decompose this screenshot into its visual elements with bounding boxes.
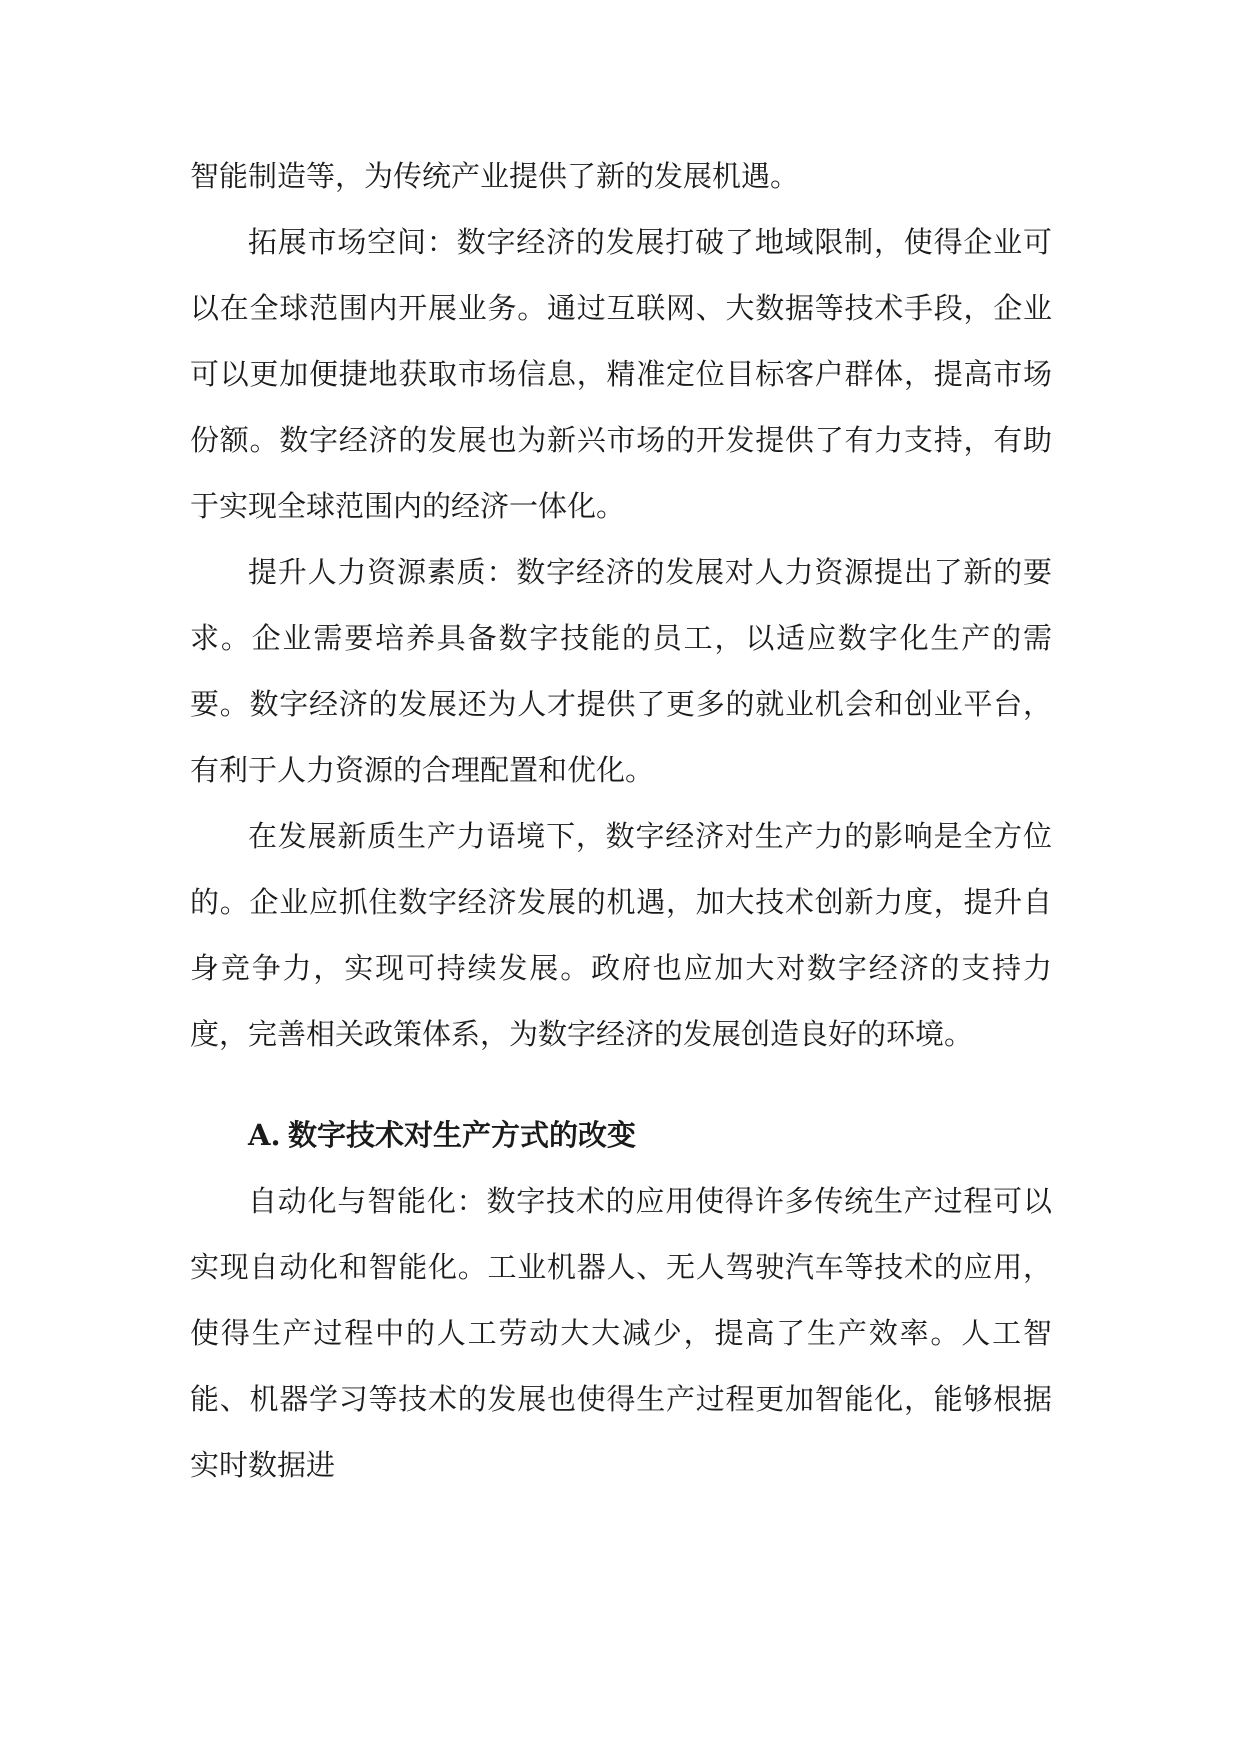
section-heading [190, 1102, 1052, 1168]
section-heading-number: A. [248, 1118, 281, 1152]
paragraph-market-space: 拓展市场空间：数字经济的发展打破了地域限制，使得企业可以在全球范围内开展业务。通过互联网、大数据等技术手段，企业可以更加便捷地获取市场信息，精准定位目标客户群体，提高市场份额。数字经济的发展也为新兴市场的开发提供了有力支持，有助于实现全球范围内的经济一体化。 [190, 225, 1052, 523]
document-body [190, 143, 1052, 1498]
paragraph-human-resources: 提升人力资源素质：数字经济的发展对人力资源提出了新的要求。企业需要培养具备数字技能的员工，以适应数字化生产的需要。数字经济的发展还为人才提供了更多的就业机会和创业平台，有利于人力资源的合理配置和优化。 [190, 555, 1052, 787]
section-heading-title: 数字技术对生产方式的改变 [288, 1118, 637, 1152]
paragraph-automation: 自动化与智能化：数字技术的应用使得许多传统生产过程可以实现自动化和智能化。工业机器人、无人驾驶汽车等技术的应用，使得生产过程中的人工劳动大大减少，提高了生产效率。人工智能、机器学习等技术的发展也使得生产过程更加智能化，能够根据实时数据进 [190, 1184, 1052, 1482]
paragraph-1: 智能制造等，为传统产业提供了新的发展机遇。 [190, 159, 800, 193]
paragraph-productivity-impact: 在发展新质生产力语境下，数字经济对生产力的影响是全方位的。企业应抓住数字经济发展的机遇，加大技术创新力度，提升自身竞争力，实现可持续发展。政府也应加大对数字经济的支持力度，完善相关政策体系，为数字经济的发展创造良好的环境。 [190, 819, 1052, 1051]
